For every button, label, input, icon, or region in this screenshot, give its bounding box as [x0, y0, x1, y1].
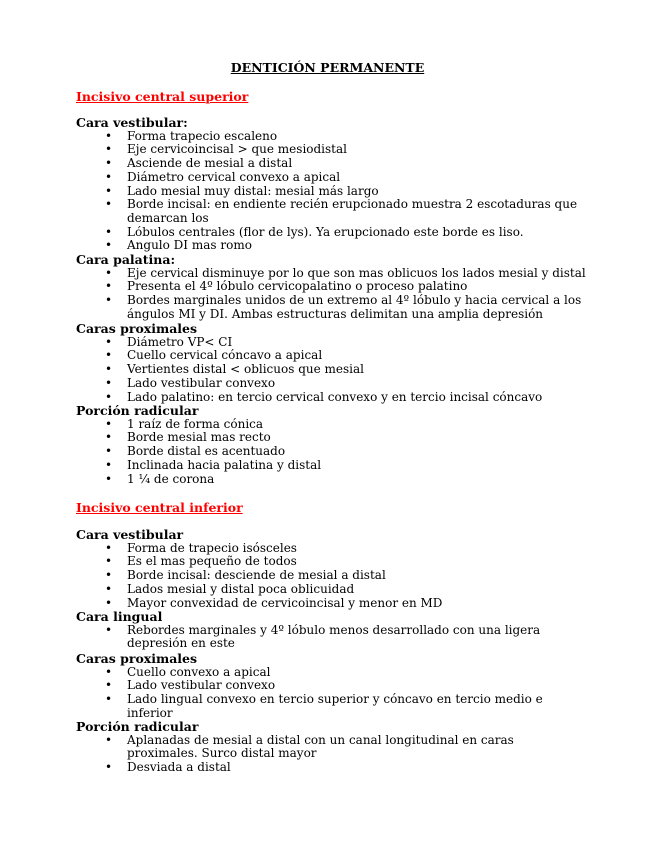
list-item: • Cuello convexo a apical — [105, 664, 271, 679]
section-heading: Cara lingual — [76, 609, 163, 624]
list-item: • Borde distal es acentuado — [105, 444, 286, 459]
list-item: • Lado lingual convexo en tercio superior y cóncavo en tercio medio e inferior — [105, 692, 543, 720]
bullet-icon: • — [105, 224, 113, 239]
bullet-icon: • — [105, 554, 113, 569]
bullet-icon: • — [105, 471, 113, 486]
bullet-icon: • — [105, 169, 113, 184]
section-heading: Cara vestibular: — [76, 115, 188, 130]
section-heading: Cara vestibular — [76, 527, 184, 542]
section-cara-palatina — [76, 253, 596, 322]
section-heading: Porción radicular — [76, 719, 199, 734]
bullet-icon: • — [105, 540, 113, 555]
list-item: • Diámetro VP< CI — [105, 334, 233, 349]
bullet-icon: • — [105, 692, 113, 707]
bullet-list — [76, 267, 596, 322]
bullet-icon: • — [105, 265, 113, 280]
list-item: • Lóbulos centrales (flor de lys). Ya erupcionado este borde es liso. — [105, 224, 524, 239]
list-item: • Bordes marginales unidos de un extremo al 4º lóbulo y hacia cervical a los ángulos MI y DI. Ambas estructuras delimitan una amplia depresión — [105, 293, 582, 321]
bullet-list — [76, 418, 596, 487]
list-item: • Eje cervicoincisal > que mesiodistal — [105, 142, 347, 157]
section-cara-lingual — [76, 610, 596, 651]
list-item: • Lado vestibular convexo — [105, 375, 276, 390]
bullet-icon: • — [105, 416, 113, 431]
section-porcion-radicular-superior — [76, 404, 596, 486]
bullet-icon: • — [105, 238, 113, 253]
section-heading: Caras proximales — [76, 321, 198, 336]
section-caras-proximales-superior — [76, 322, 596, 404]
bullet-icon: • — [105, 664, 113, 679]
bullet-icon: • — [105, 142, 113, 157]
bullet-icon: • — [105, 568, 113, 583]
section-heading: Porción radicular — [76, 403, 199, 418]
bullet-icon: • — [105, 183, 113, 198]
list-item: • Es el mas pequeño de todos — [105, 554, 297, 569]
bullet-list — [76, 666, 596, 721]
list-item: • Forma de trapecio isósceles — [105, 540, 297, 555]
list-item: • Lado vestibular convexo — [105, 678, 276, 693]
section-heading: Caras proximales — [76, 651, 198, 666]
bullet-icon: • — [105, 581, 113, 596]
list-item: • Diámetro cervical convexo a apical — [105, 169, 341, 184]
tooth-heading-superior: Incisivo central superior — [76, 89, 249, 104]
list-item: • Forma trapecio escaleno — [105, 128, 278, 143]
bullet-icon: • — [105, 348, 113, 363]
bullet-icon: • — [105, 279, 113, 294]
bullet-icon: • — [105, 760, 113, 775]
list-item: • Presenta el 4º lóbulo cervicopalatino o proceso palatino — [105, 279, 468, 294]
list-item: • Inclinada hacia palatina y distal — [105, 457, 322, 472]
section-porcion-radicular-inferior — [76, 720, 596, 775]
list-item: • Borde mesial mas recto — [105, 430, 271, 445]
bullet-list — [76, 130, 596, 253]
bullet-icon: • — [105, 595, 113, 610]
list-item: • Borde incisal: desciende de mesial a distal — [105, 568, 386, 583]
section-caras-proximales-inferior — [76, 652, 596, 721]
list-item: • Desviada a distal — [105, 760, 231, 775]
bullet-icon: • — [105, 375, 113, 390]
list-item: • Eje cervical disminuye por lo que son mas oblicuos los lados mesial y distal — [105, 265, 586, 280]
list-item: • Lados mesial y distal poca oblicuidad — [105, 581, 355, 596]
list-item: • 1 ¼ de corona — [105, 471, 215, 486]
bullet-list — [76, 336, 596, 405]
bullet-icon: • — [105, 732, 113, 747]
page-title: DENTICIÓN PERMANENTE — [230, 60, 425, 75]
bullet-icon: • — [105, 362, 113, 377]
bullet-list — [76, 734, 596, 775]
list-item: • Mayor convexidad de cervicoincisal y menor en MD — [105, 595, 443, 610]
list-item: • Asciende de mesial a distal — [105, 156, 293, 171]
tooth-heading-inferior: Incisivo central inferior — [76, 500, 243, 515]
bullet-icon: • — [105, 430, 113, 445]
list-item: • Vertientes distal < oblicuos que mesial — [105, 362, 364, 377]
bullet-list — [76, 624, 596, 651]
bullet-icon: • — [105, 197, 113, 212]
list-item: • Borde incisal: en endiente recién erupcionado muestra 2 escotaduras que demarcan los — [105, 197, 578, 225]
bullet-icon: • — [105, 128, 113, 143]
list-item: • Angulo DI mas romo — [105, 238, 252, 253]
bullet-list — [76, 542, 596, 611]
bullet-icon: • — [105, 622, 113, 637]
section-heading: Cara palatina: — [76, 252, 176, 267]
bullet-icon: • — [105, 389, 113, 404]
bullet-icon: • — [105, 156, 113, 171]
list-item: • Lado palatino: en tercio cervical convexo y en tercio incisal cóncavo — [105, 389, 543, 404]
bullet-icon: • — [105, 444, 113, 459]
bullet-icon: • — [105, 457, 113, 472]
list-item: • Aplanadas de mesial a distal con un canal longitudinal en caras proximales. Surco distal mayor — [105, 732, 514, 761]
bullet-icon: • — [105, 678, 113, 693]
list-item: • Rebordes marginales y 4º lóbulo menos desarrollado con una ligera depresión en este — [105, 622, 541, 651]
bullet-icon: • — [105, 334, 113, 349]
list-item: • Cuello cervical cóncavo a apical — [105, 348, 323, 363]
section-cara-vestibular-inferior — [76, 528, 596, 610]
list-item: • Lado mesial muy distal: mesial más largo — [105, 183, 379, 198]
bullet-icon: • — [105, 293, 113, 308]
list-item: • 1 raíz de forma cónica — [105, 416, 264, 431]
section-cara-vestibular-superior — [76, 116, 596, 253]
